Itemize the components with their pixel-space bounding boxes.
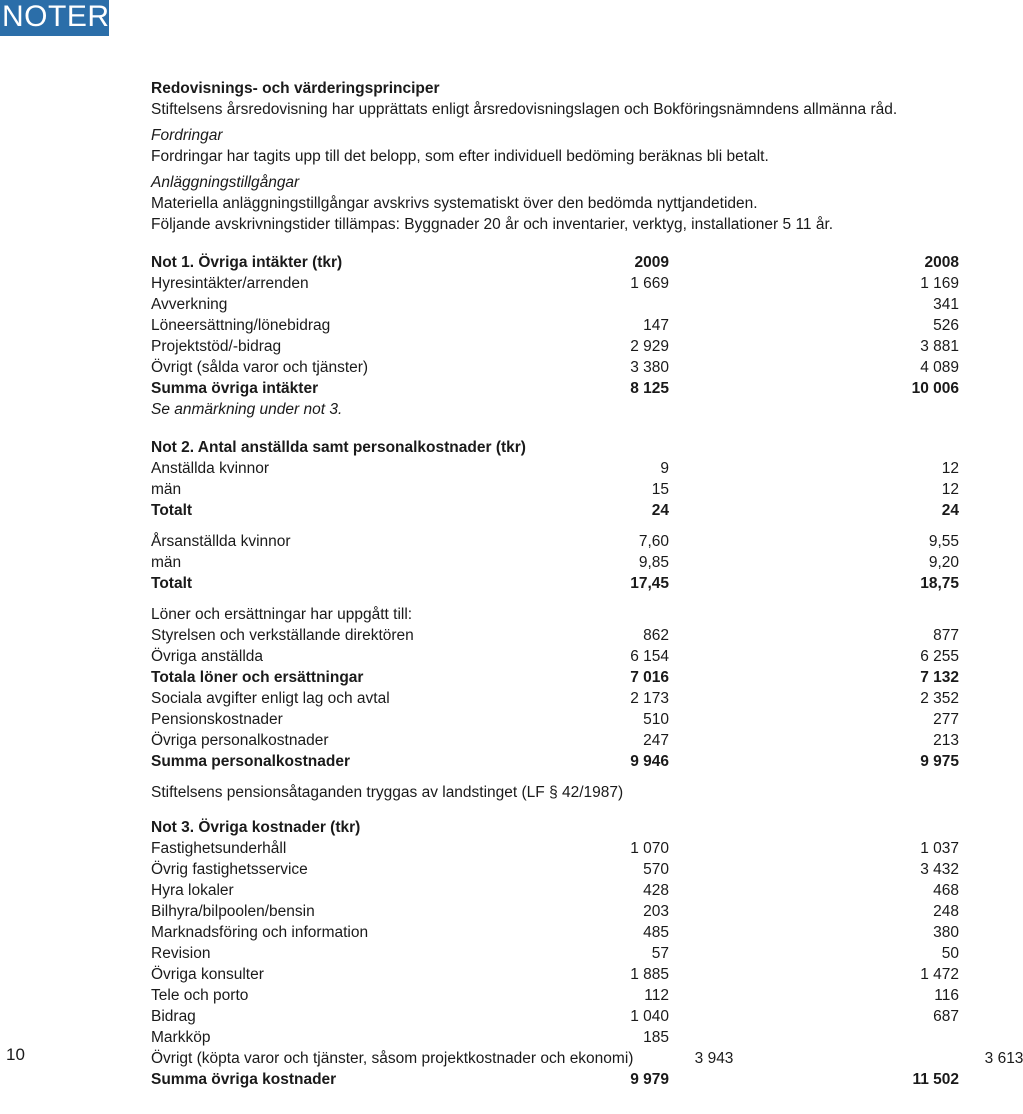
note3-row: [151, 964, 959, 985]
value-2009: 247: [643, 732, 669, 749]
row-label: Bidrag: [151, 1008, 196, 1025]
value-2008: 116: [934, 987, 959, 1004]
note3-row: [151, 859, 959, 880]
value-2008: 9,55: [928, 533, 959, 550]
note2-annual-row: [151, 531, 959, 552]
row-label: Övrigt (köpta varor och tjänster, såsom projektkostnader och ekonomi): [151, 1050, 634, 1067]
value-2009: [569, 294, 669, 315]
note2-other-costs-row: [151, 709, 959, 730]
note2-other-costs-table: [151, 688, 959, 751]
row-label: Bilhyra/bilpoolen/bensin: [151, 903, 315, 920]
row-label: Styrelsen och verkställande direktören: [151, 627, 414, 644]
row-label: Avverkning: [151, 296, 228, 313]
value-2008: 3 432: [920, 861, 959, 878]
value-2008: 687: [933, 1008, 959, 1025]
row-label: Sociala avgifter enligt lag och avtal: [151, 690, 390, 707]
value-2009: 6 154: [630, 648, 669, 665]
value-2009: 57: [651, 945, 669, 962]
note1-header: [151, 252, 959, 273]
value-2008: 6 255: [920, 648, 959, 665]
value-2008: 2 352: [920, 690, 959, 707]
row-label: Övrigt (sålda varor och tjänster): [151, 359, 369, 376]
note1-row: [151, 315, 959, 336]
assets-text-1: Materiella anläggningstillgångar avskrivs systematiskt över den bedömda nyttjandetiden.: [151, 195, 758, 212]
note2-salaries-heading: Löner och ersättningar har uppgått till:: [151, 606, 413, 623]
note2-annual-total: Totalt 17,45 18,75: [151, 575, 959, 592]
note2-other-costs-row: [151, 688, 959, 709]
row-label: män: [151, 554, 182, 571]
note2-annual-row: [151, 552, 959, 573]
value-2009: 185: [643, 1029, 669, 1046]
value-2008: 468: [933, 882, 959, 899]
value-2009: 510: [643, 711, 669, 728]
value-2009: 9,85: [638, 554, 669, 571]
row-label: Tele och porto: [151, 987, 249, 1004]
note2-employees-table: [151, 458, 959, 500]
value-2008: 12: [941, 460, 959, 477]
row-label: Revision: [151, 945, 211, 962]
value-2008: 380: [933, 924, 959, 941]
note1-row: [151, 336, 959, 357]
note1-year-2008: 2008: [924, 254, 959, 271]
note1-remark: Se anmärkning under not 3.: [151, 401, 343, 418]
value-2008: 4 089: [920, 359, 959, 376]
note3-title: Not 3. Övriga kostnader (tkr): [151, 819, 361, 836]
note1-row: [151, 273, 959, 294]
value-2008: 248: [933, 903, 959, 920]
note3-row: [151, 1048, 1023, 1069]
value-2009: 1 885: [630, 966, 669, 983]
row-label: Övriga anställda: [151, 648, 264, 665]
value-2009: 3 943: [694, 1050, 734, 1067]
note3-row: [151, 1027, 959, 1048]
section-header: [0, 0, 109, 36]
note2-employees-total: Totalt 24 24: [151, 502, 959, 519]
value-2009: 9: [660, 460, 669, 477]
note1-total: Summa övriga intäkter 8 125 10 006: [151, 380, 959, 397]
note2-annual-table: [151, 531, 959, 573]
value-2009: 2 173: [630, 690, 669, 707]
note3-row: [151, 943, 959, 964]
value-2009: 2 929: [630, 338, 669, 355]
note2-personnel-total: Summa personalkostnader 9 946 9 975: [151, 753, 959, 770]
note1-year-2009: 2009: [634, 254, 669, 271]
value-2009: 1 070: [630, 840, 669, 857]
value-2008: 341: [933, 296, 959, 313]
value-2008: 3 881: [920, 338, 959, 355]
note1-title: Not 1. Övriga intäkter (tkr): [151, 254, 343, 271]
note2-salaries-total: Totala löner och ersättningar 7 016 7 132: [151, 669, 959, 686]
row-label: Löneersättning/lönebidrag: [151, 317, 331, 334]
row-label: Årsanställda kvinnor: [151, 533, 291, 550]
value-2009: 862: [643, 627, 669, 644]
value-2009: 485: [643, 924, 669, 941]
value-2009: 1 040: [630, 1008, 669, 1025]
note3-row: [151, 922, 959, 943]
note1-row: [151, 357, 959, 378]
assets-text-2: Följande avskrivningstider tillämpas: Byggnader 20 år och inventarier, verktyg, installationer 5 11 år.: [151, 216, 834, 233]
value-2008: [859, 1027, 959, 1048]
row-label: Markköp: [151, 1029, 211, 1046]
value-2008: 877: [933, 627, 959, 644]
note3-row: [151, 985, 959, 1006]
value-2008: 3 613: [984, 1050, 1023, 1067]
row-label: män: [151, 481, 182, 498]
principles-heading: Redovisnings- och värderingsprinciper: [151, 80, 440, 97]
row-label: Projektstöd/-bidrag: [151, 338, 282, 355]
note3-row: [151, 880, 959, 901]
value-2009: 3 380: [630, 359, 669, 376]
row-label: Fastighetsunderhåll: [151, 840, 287, 857]
note2-employees-row: [151, 458, 959, 479]
value-2008: 1 169: [920, 275, 959, 292]
row-label: Hyresintäkter/arrenden: [151, 275, 309, 292]
section-title: NOTER: [2, 0, 110, 33]
value-2009: 15: [651, 481, 669, 498]
principles-text: Stiftelsens årsredovisning har upprättats enligt årsredovisningslagen och Bokföringsnämndens allmänna råd.: [151, 101, 898, 118]
receivables-heading: Fordringar: [151, 127, 223, 144]
value-2009: 203: [643, 903, 669, 920]
value-2008: 526: [933, 317, 959, 334]
row-label: Hyra lokaler: [151, 882, 234, 899]
note3-row: [151, 1006, 959, 1027]
row-label: Övriga konsulter: [151, 966, 264, 983]
note2-salaries-row: [151, 646, 959, 667]
receivables-text: Fordringar har tagits upp till det belopp, som efter individuell bedöming beräknas bli betalt.: [151, 148, 769, 165]
note2-salaries-row: [151, 625, 959, 646]
assets-heading: Anläggningstillgångar: [151, 174, 300, 191]
note2-pension-note: Stiftelsens pensionsåtaganden tryggas av landstinget (LF § 42/1987): [151, 784, 624, 801]
value-2008: 12: [941, 481, 959, 498]
row-label: Övriga personalkostnader: [151, 732, 329, 749]
value-2009: 428: [643, 882, 669, 899]
note2-salaries-table: [151, 625, 959, 667]
value-2009: 1 669: [630, 275, 669, 292]
value-2009: 147: [643, 317, 669, 334]
notes-content: [151, 78, 1023, 1090]
note3-row: [151, 901, 959, 922]
value-2008: 277: [933, 711, 959, 728]
value-2008: 213: [933, 732, 959, 749]
value-2008: 9,20: [928, 554, 959, 571]
row-label: Pensionskostnader: [151, 711, 283, 728]
note3-total: Summa övriga kostnader 9 979 11 502: [151, 1071, 959, 1088]
value-2008: 50: [941, 945, 959, 962]
note3-table: [151, 838, 1023, 1069]
note2-other-costs-row: [151, 730, 959, 751]
note1-row: [151, 294, 959, 315]
value-2008: 1 472: [920, 966, 959, 983]
note3-row: [151, 838, 959, 859]
row-label: Övrig fastighetsservice: [151, 861, 308, 878]
value-2009: 7,60: [638, 533, 669, 550]
page-number: 10: [6, 1045, 25, 1064]
value-2009: 570: [643, 861, 669, 878]
note2-title: Not 2. Antal anställda samt personalkostnader (tkr): [151, 439, 526, 456]
row-label: Anställda kvinnor: [151, 460, 270, 477]
row-label: Marknadsföring och information: [151, 924, 369, 941]
note2-employees-row: [151, 479, 959, 500]
value-2008: 1 037: [920, 840, 959, 857]
value-2009: 112: [644, 987, 669, 1004]
note1-table: [151, 273, 959, 378]
